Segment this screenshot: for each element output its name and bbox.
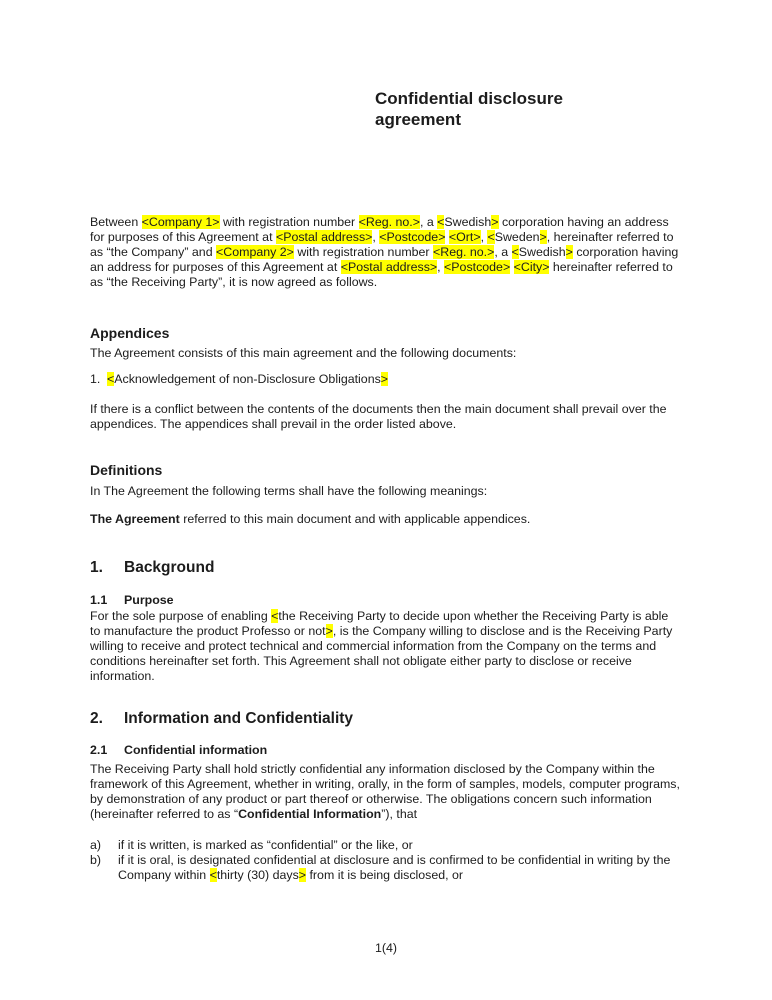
section-2-title: Information and Confidentiality xyxy=(124,710,354,727)
section-1-1-number: 1.1 xyxy=(90,593,108,607)
section-1-1-heading xyxy=(90,593,682,608)
confidential-information-paragraph: The Receiving Party shall hold strictly confidential any information disclosed by the Company within the framework of this Agreement, whether in writing, orally, in the form of samples, models, computer programs, by demonstration of any product or part thereof or otherwise. The obligations concern such information (hereinafter referred to as “Confidential Information”), that xyxy=(90,762,680,821)
appendix-list-item xyxy=(90,372,682,387)
section-2-1-heading xyxy=(90,743,682,758)
list-item-a-marker: a) xyxy=(90,838,102,852)
document-title: Confidential disclosure agreement xyxy=(375,89,563,129)
list-item-b xyxy=(90,853,682,883)
definition-entry: The Agreement referred to this main document and with applicable appendices. xyxy=(90,512,531,526)
list-item-b-marker: b) xyxy=(90,853,102,867)
definitions-heading: Definitions xyxy=(90,462,163,478)
appendices-intro: The Agreement consists of this main agreement and the following documents: xyxy=(90,346,517,360)
section-1-heading xyxy=(90,558,682,577)
section-1-number: 1. xyxy=(90,559,103,576)
section-2-1-number: 2.1 xyxy=(90,743,108,757)
appendix-item-number: 1. xyxy=(90,372,101,386)
intro-paragraph: Between <Company 1> with registration number <Reg. no.>, a <Swedish> corporation having an address for purposes of this Agreement at <Postal address>, <Postcode> <Ort>, <Sweden>, hereinafter referred to as “the Company” and <Company 2> with registration number <Reg. no.>, a <Swedish> corporation having an address for purposes of this Agreement at <Postal address>, <Postcode> <City> hereinafter referred to as “the Receiving Party”, it is now agreed as follows. xyxy=(90,215,679,289)
list-item-a xyxy=(90,838,682,853)
purpose-paragraph: For the sole purpose of enabling <the Receiving Party to decide upon whether the Receiving Party is able to manufacture the product Professo or not>, is the Company willing to disclose and is the Receiving Party willing to receive and protect technical and commercial information from the Company on the terms and conditions hereinafter set forth. This Agreement shall not obligate either party to disclose or receive information. xyxy=(90,609,673,683)
section-2-1-title: Confidential information xyxy=(124,743,268,757)
section-1-1-title: Purpose xyxy=(124,593,174,607)
appendix-item-text: <Acknowledgement of non-Disclosure Obligations> xyxy=(107,372,389,386)
section-1-title: Background xyxy=(124,559,215,576)
appendices-conflict-paragraph: If there is a conflict between the contents of the documents then the main document shall prevail over the appendices. The appendices shall prevail in the order listed above. xyxy=(90,402,667,431)
section-2-number: 2. xyxy=(90,710,103,727)
list-item-a-text: if it is written, is marked as “confidential” or the like, or xyxy=(118,838,413,852)
definitions-intro: In The Agreement the following terms shall have the following meanings: xyxy=(90,484,488,498)
section-2-heading xyxy=(90,709,682,728)
page-number: 1(4) xyxy=(374,941,398,955)
list-item-b-text: if it is oral, is designated confidential at disclosure and is confirmed to be confidential in writing by the Company within <thirty (30) days> from it is being disclosed, or xyxy=(118,853,671,882)
appendices-heading: Appendices xyxy=(90,325,170,341)
